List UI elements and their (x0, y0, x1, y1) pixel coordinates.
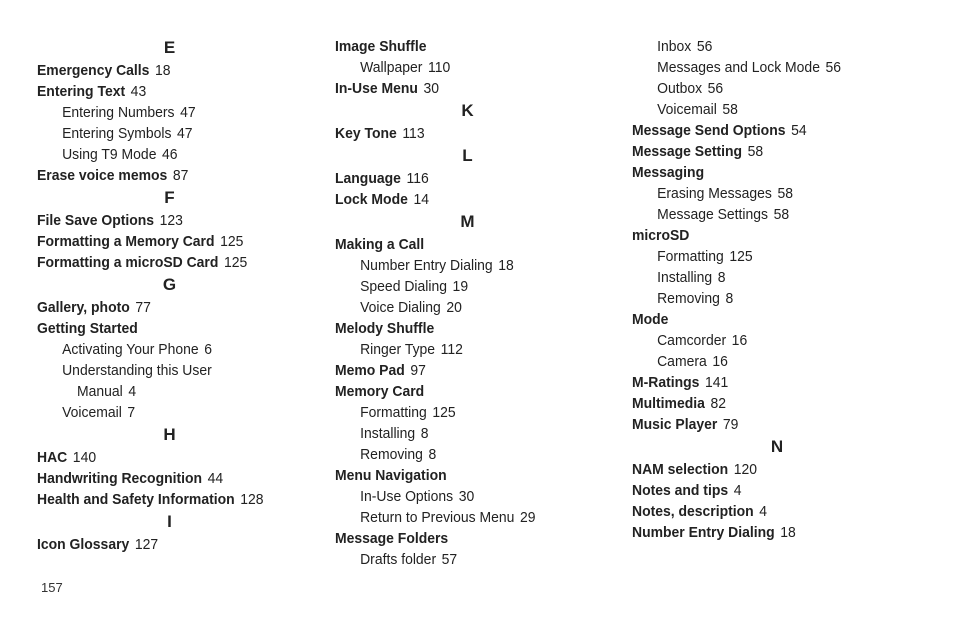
index-entry (335, 465, 581, 486)
index-term: Notes, description (632, 503, 754, 520)
page-ref: 30 (423, 80, 440, 97)
index-entry (37, 165, 283, 186)
index-subentry (632, 288, 902, 309)
section-letter: I (167, 512, 172, 531)
page-ref: 56 (696, 38, 713, 55)
index-term: Wallpaper (360, 59, 423, 76)
index-term: Getting Started (37, 320, 138, 337)
page-ref: 18 (498, 257, 514, 274)
index-entry (37, 81, 283, 102)
index-term: microSD (632, 227, 690, 244)
index-subentry (632, 57, 902, 78)
page-ref: 116 (406, 170, 429, 187)
index-subentry (37, 123, 283, 144)
page-ref: 7 (127, 404, 136, 421)
index-subentry (335, 297, 581, 318)
index-term: Speed Dialing (360, 278, 447, 295)
index-subentry (632, 330, 902, 351)
index-term: Gallery, photo (37, 299, 130, 316)
index-term: Lock Mode (335, 191, 408, 208)
index-entry (335, 528, 581, 549)
index-term: Message Send Options (632, 122, 786, 139)
page-ref: 125 (223, 254, 248, 271)
index-subentry (335, 549, 581, 570)
index-term: Drafts folder (360, 551, 437, 568)
index-subentry (335, 507, 581, 528)
section-letter: E (163, 38, 176, 57)
page-ref: 58 (747, 143, 764, 160)
index-entry (335, 36, 581, 57)
index-subentry (37, 339, 283, 360)
index-term: Voicemail (62, 404, 122, 421)
page-ref: 87 (172, 167, 189, 184)
page-ref: 44 (207, 470, 224, 487)
index-entry (335, 189, 581, 210)
page-ref: 20 (446, 299, 462, 316)
index-term: NAM selection (632, 461, 729, 478)
index-term: Making a Call (335, 236, 425, 253)
index-term: Formatting (360, 404, 427, 421)
index-term: Removing (657, 290, 720, 307)
page-ref: 56 (707, 80, 724, 97)
index-term: Message Settings (657, 206, 768, 223)
index-term: Manual (76, 383, 123, 400)
index-term: Installing (360, 425, 416, 442)
page-ref: 8 (717, 269, 726, 286)
index-term: HAC (37, 449, 68, 466)
index-entry (335, 318, 581, 339)
index-term: Messages and Lock Mode (657, 59, 820, 76)
index-subentry (632, 78, 902, 99)
index-term: Message Folders (335, 530, 449, 547)
index-term: Multimedia (632, 395, 705, 412)
index-subentry (632, 183, 902, 204)
page-ref: 79 (722, 416, 739, 433)
index-entry (632, 522, 902, 543)
index-subentry (632, 36, 902, 57)
index-term: Camera (657, 353, 707, 370)
index-entry (632, 459, 902, 480)
section-letter: K (461, 101, 474, 120)
index-term: Outbox (657, 80, 703, 97)
section-letter: G (162, 275, 177, 294)
index-entry (632, 393, 902, 414)
page-ref: 18 (780, 524, 796, 541)
index-term: Entering Text (37, 83, 126, 100)
page-ref: 56 (825, 59, 842, 76)
section-letter: H (163, 425, 176, 444)
section-letter: F (164, 188, 175, 207)
page-ref: 125 (729, 248, 753, 265)
index-entry (335, 168, 581, 189)
page-ref: 128 (240, 491, 264, 508)
index-term: Camcorder (657, 332, 727, 349)
index-term: Key Tone (335, 125, 397, 142)
index-entry (632, 480, 902, 501)
page-ref: 58 (722, 101, 738, 118)
index-term: Ringer Type (360, 341, 436, 358)
index-term: Mode (632, 311, 669, 328)
page-ref: 43 (130, 83, 147, 100)
index-entry (335, 381, 581, 402)
index-entry (37, 210, 283, 231)
page-ref: 127 (134, 536, 159, 553)
index-term: Using T9 Mode (62, 146, 157, 163)
page-ref: 14 (413, 191, 429, 208)
page-ref: 97 (410, 362, 426, 379)
index-subentry (335, 423, 581, 444)
index-entry (632, 414, 902, 435)
index-entry (632, 141, 902, 162)
index-entry (632, 309, 902, 330)
section-letter: L (462, 146, 473, 165)
index-term: Music Player (632, 416, 718, 433)
index-term: Health and Safety Information (37, 491, 235, 508)
index-term: Number Entry Dialing (360, 257, 493, 274)
index-term: Message Setting (632, 143, 743, 160)
index-term: Formatting a Memory Card (37, 233, 215, 250)
page-ref: 120 (733, 461, 757, 478)
index-subentry (632, 246, 902, 267)
page-ref: 4 (733, 482, 742, 499)
index-term: Inbox (657, 38, 692, 55)
index-entry (335, 360, 581, 381)
index-entry (37, 468, 283, 489)
page-ref: 112 (440, 341, 463, 358)
index-entry (335, 123, 581, 144)
page-ref: 18 (155, 62, 171, 79)
page-ref: 57 (441, 551, 458, 568)
index-subentry (335, 444, 581, 465)
index-entry (335, 234, 581, 255)
index-subentry (632, 204, 902, 225)
page-ref: 8 (428, 446, 437, 463)
page-ref: 30 (458, 488, 475, 505)
page-ref: 77 (135, 299, 151, 316)
index-term: Removing (360, 446, 423, 463)
index-term: Notes and tips (632, 482, 729, 499)
index-entry (37, 252, 283, 273)
index-term: Emergency Calls (37, 62, 150, 79)
index-term: Erase voice memos (37, 167, 168, 184)
index-entry (632, 162, 902, 183)
index-column-1 (37, 36, 302, 555)
page-ref: 46 (162, 146, 178, 163)
index-subentry (335, 276, 581, 297)
index-entry (37, 489, 283, 510)
index-term: Entering Symbols (62, 125, 172, 142)
index-entry (37, 318, 283, 339)
index-term: Icon Glossary (37, 536, 130, 553)
index-subentry (632, 351, 902, 372)
index-term: In-Use Menu (335, 80, 418, 97)
page-ref: 110 (427, 59, 451, 76)
section-letter: N (770, 437, 784, 456)
index-term: Voice Dialing (360, 299, 441, 316)
index-entry (632, 501, 902, 522)
index-term: Understanding this User (62, 362, 212, 379)
page-ref: 82 (710, 395, 726, 412)
index-term: Formatting a microSD Card (37, 254, 219, 271)
index-term: Formatting (657, 248, 724, 265)
page-ref: 19 (452, 278, 469, 295)
index-term: Return to Previous Menu (360, 509, 515, 526)
index-term: Messaging (632, 164, 705, 181)
page-ref: 125 (432, 404, 456, 421)
page-ref: 123 (159, 212, 183, 229)
index-subentry (37, 144, 283, 165)
index-entry (335, 78, 581, 99)
page-ref: 141 (705, 374, 729, 391)
index-term: Installing (657, 269, 713, 286)
index-subentry (335, 402, 581, 423)
section-letter: M (460, 212, 475, 231)
page-number: 157 (41, 580, 63, 595)
index-term: Image Shuffle (335, 38, 427, 55)
index-entry (632, 225, 902, 246)
index-term: Voicemail (657, 101, 717, 118)
page-ref: 8 (420, 425, 429, 442)
index-term: In-Use Options (360, 488, 454, 505)
page-ref: 58 (777, 185, 793, 202)
index-term: Melody Shuffle (335, 320, 435, 337)
index-subentry (37, 102, 283, 123)
index-entry (37, 447, 283, 468)
page-ref: 16 (731, 332, 748, 349)
index-subentry (37, 381, 283, 402)
index-term: Handwriting Recognition (37, 470, 203, 487)
index-entry (37, 60, 283, 81)
page-ref: 8 (725, 290, 734, 307)
index-subentry (335, 486, 581, 507)
page-ref: 58 (773, 206, 790, 223)
index-column-2 (335, 36, 600, 570)
page-ref: 29 (519, 509, 536, 526)
index-entry (632, 120, 902, 141)
index-subentry (37, 402, 283, 423)
page-ref: 125 (220, 233, 244, 250)
index-subentry (37, 360, 283, 381)
page-ref: 4 (759, 503, 768, 520)
index-subentry (632, 99, 902, 120)
index-entry (37, 231, 283, 252)
index-term: Entering Numbers (62, 104, 175, 121)
index-entry (632, 372, 902, 393)
page-ref: 6 (204, 341, 212, 358)
index-subentry (335, 57, 581, 78)
index-entry (37, 297, 283, 318)
index-term: Erasing Messages (657, 185, 772, 202)
index-subentry (335, 255, 581, 276)
index-term: Menu Navigation (335, 467, 447, 484)
page-ref: 47 (180, 104, 196, 121)
index-term: Activating Your Phone (62, 341, 199, 358)
page-ref: 54 (791, 122, 807, 139)
index-column-3 (632, 36, 922, 543)
index-entry (37, 534, 283, 555)
page-ref: 16 (712, 353, 728, 370)
page-ref: 47 (177, 125, 193, 142)
index-term: Memory Card (335, 383, 425, 400)
index-term: Language (335, 170, 401, 187)
index-term: Memo Pad (335, 362, 405, 379)
index-term: File Save Options (37, 212, 155, 229)
index-term: M-Ratings (632, 374, 700, 391)
index-subentry (335, 339, 581, 360)
index-term: Number Entry Dialing (632, 524, 775, 541)
page-ref: 113 (402, 125, 425, 142)
index-subentry (632, 267, 902, 288)
page-ref: 140 (72, 449, 97, 466)
page-ref: 4 (128, 383, 137, 400)
